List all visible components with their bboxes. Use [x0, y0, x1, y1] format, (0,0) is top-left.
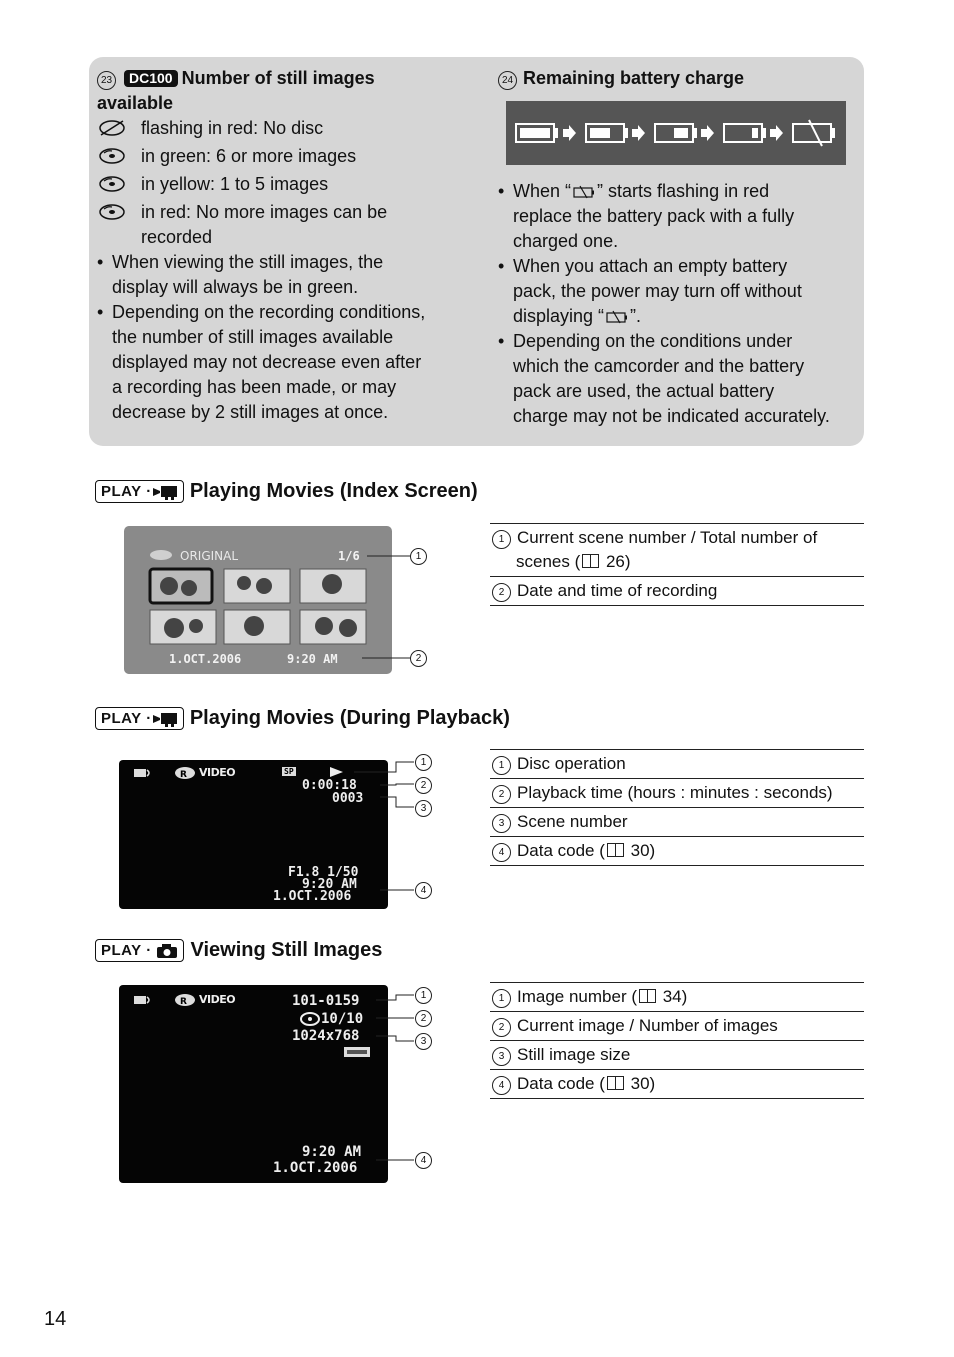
disc-icon	[97, 175, 127, 193]
callout-number: 1	[415, 987, 432, 1004]
callout-number: 3	[415, 1033, 432, 1050]
svg-text:R: R	[180, 997, 187, 1007]
item-number: 24	[498, 71, 517, 90]
legend-row: 2 Date and time of recording	[490, 577, 864, 606]
legend-row: 1 Disc operation	[490, 749, 864, 779]
still-screen-image	[119, 985, 388, 1183]
bullet-item: • Depending on the conditions under which the camcorder and the battery pack are used, the actual battery charge may not be indicated accurately.	[498, 331, 830, 426]
movie-camera-icon	[152, 484, 178, 500]
legend-row: 3 Scene number	[490, 808, 864, 837]
bullet-item: • Depending on the recording conditions, the number of still images available displayed may not decrease even after a recording has been made, or may decrease by 2 still images at once.	[97, 302, 426, 422]
section-title-still: PLAY · Viewing Still Images	[95, 939, 382, 962]
callout-number: 2	[410, 650, 427, 667]
legend-row: 2 Current image / Number of images	[490, 1012, 864, 1041]
media-type: VIDEO	[199, 766, 236, 779]
clock: 9:20 AM	[302, 1144, 362, 1160]
battery-heading: 24 Remaining battery charge	[498, 66, 860, 91]
disc-item: in red: No more images can be recorded	[97, 200, 462, 250]
media-type: VIDEO	[199, 993, 236, 1006]
callout-number: 3	[415, 800, 432, 817]
battery-icon	[133, 994, 153, 1006]
index-count: 1/6	[338, 549, 360, 563]
disc-item: flashing in red: No disc	[97, 116, 462, 144]
playback-time: 0:00:18	[302, 778, 357, 793]
empty-battery-icon	[571, 185, 597, 199]
image-size: 1024x768	[292, 1028, 360, 1044]
camera-icon	[156, 943, 178, 959]
disc-icon	[300, 1012, 320, 1026]
battery-icon	[133, 767, 153, 779]
index-label: ORIGINAL	[180, 549, 239, 563]
index-date: 1.OCT.2006	[169, 652, 242, 666]
callout-number: 4	[415, 882, 432, 899]
empty-battery-icon	[604, 310, 630, 324]
book-icon	[607, 1076, 624, 1090]
image-count: 10/10	[321, 1011, 364, 1027]
legend-row: 4 Data code ( 30)	[490, 1070, 864, 1099]
disc-item: in yellow: 1 to 5 images	[97, 172, 462, 200]
battery-level-strip	[506, 101, 846, 165]
play-icon	[330, 767, 344, 777]
dvd-r-icon	[174, 766, 196, 780]
page-number: 14	[44, 1308, 67, 1330]
legend-row: 4 Data code ( 30)	[490, 837, 864, 866]
playback-legend	[490, 749, 864, 866]
callout-number: 1	[415, 754, 432, 771]
playback-screen-image	[119, 760, 388, 909]
play-movie-badge: PLAY ·	[95, 480, 184, 503]
book-icon	[639, 989, 656, 1003]
svg-text:R: R	[180, 770, 187, 780]
legend-row: 2 Playback time (hours : minutes : seconds)	[490, 779, 864, 808]
callout-number: 2	[415, 777, 432, 794]
section-title-index: PLAY · Playing Movies (Index Screen)	[95, 480, 478, 503]
dvd-r-icon	[174, 993, 196, 1007]
disc-icon	[97, 203, 127, 221]
legend-row: 3 Still image size	[490, 1041, 864, 1070]
legend-row: 1 Current scene number / Total number of scenes ( 26)	[490, 523, 864, 577]
scene-number: 0003	[332, 791, 364, 806]
index-legend	[490, 523, 864, 606]
section-title-playback: PLAY · Playing Movies (During Playback)	[95, 707, 510, 730]
disc-item: in green: 6 or more images	[97, 144, 462, 172]
item-number: 23	[97, 71, 116, 90]
image-number: 101-0159	[292, 993, 360, 1009]
bullet-item: • When “ ” starts flashing in red replace the battery pack with a fully charged one.	[498, 181, 795, 251]
date: 1.OCT.2006	[273, 889, 352, 904]
index-time: 9:20 AM	[287, 652, 338, 666]
still-legend	[490, 982, 864, 1099]
disc-icon	[97, 147, 127, 165]
play-movie-badge: PLAY ·	[95, 707, 184, 730]
still-images-heading: 23 DC100 Number of still images available	[97, 68, 375, 113]
battery-levels-icon	[514, 118, 840, 148]
movie-camera-icon	[152, 711, 178, 727]
battery-column	[498, 66, 860, 429]
play-still-badge: PLAY ·	[95, 939, 184, 962]
book-icon	[582, 554, 599, 568]
legend-row: 1 Image number ( 34)	[490, 982, 864, 1012]
clock: 9:20 AM	[302, 877, 357, 892]
still-images-column	[97, 66, 462, 425]
model-badge: DC100	[124, 70, 178, 87]
bullet-item: • When viewing the still images, the display will always be in green.	[97, 252, 384, 297]
callout-number: 4	[415, 1152, 432, 1169]
callout-number: 1	[410, 548, 427, 565]
exposure-data: F1.8 1/50	[288, 865, 359, 880]
bullet-item: • When you attach an empty battery pack, the power may turn off without displaying “ ”.	[498, 256, 802, 326]
no-disc-icon	[97, 119, 127, 137]
date: 1.OCT.2006	[273, 1160, 358, 1176]
recording-mode: SP	[284, 767, 294, 776]
callout-number: 2	[415, 1010, 432, 1027]
book-icon	[607, 843, 624, 857]
